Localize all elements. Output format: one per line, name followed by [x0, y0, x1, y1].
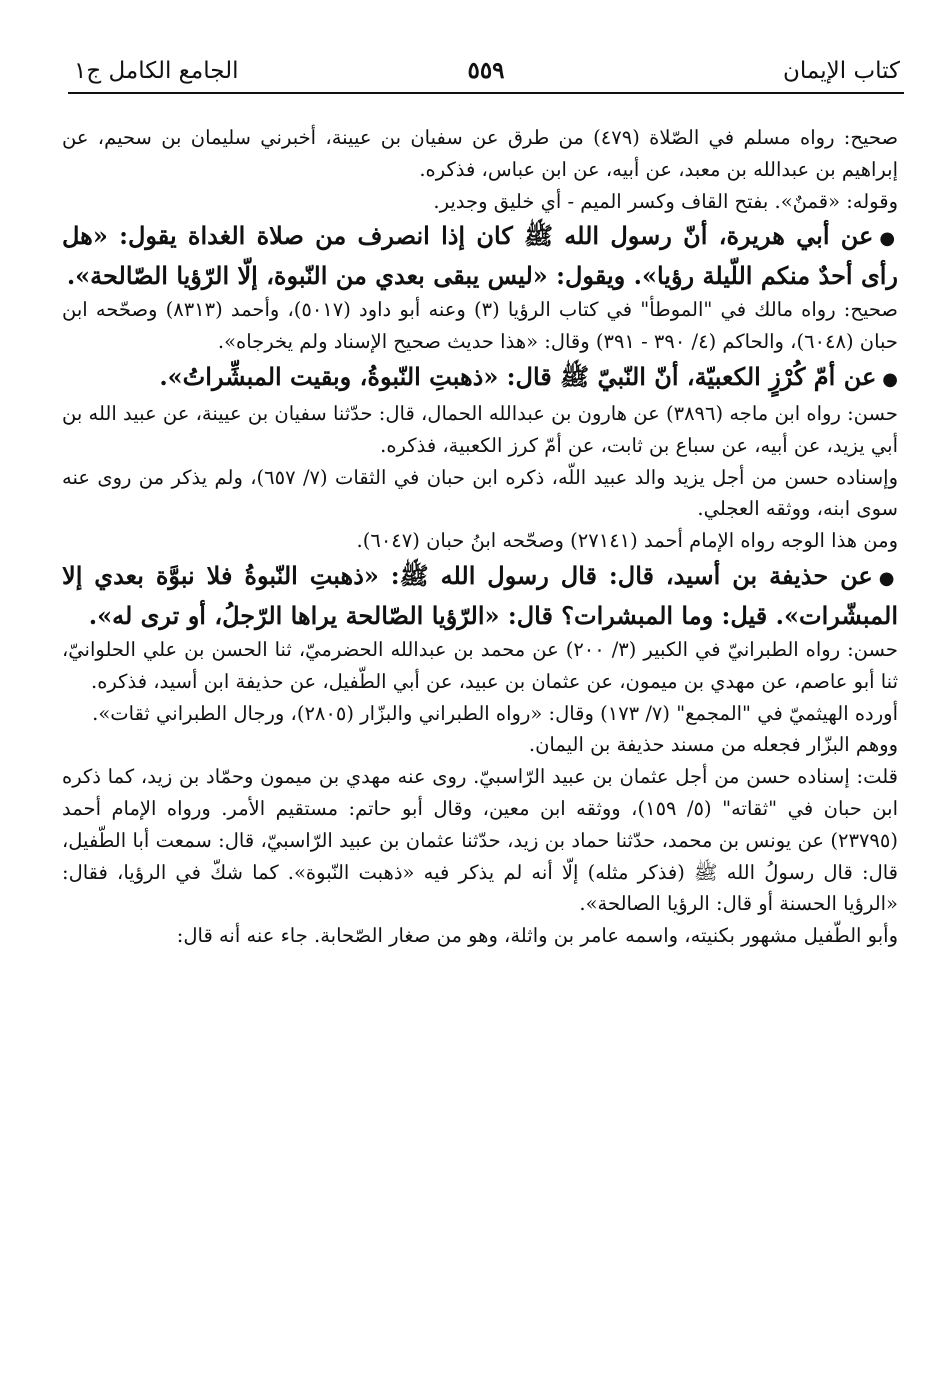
commentary-paragraph: وإسناده حسن من أجل يزيد والد عبيد اللّه، ذكره ابن حبان في الثقات (٧/ ٦٥٧)، ولم يذكر من روى عنه سوى ابنه، ووثقه العجلي. [62, 465, 899, 521]
commentary-paragraph: صحيح: رواه مالك في "الموطأ" في كتاب الرؤيا (٣) وعنه أبو داود (٥٠١٧)، وأحمد (٨٣١٣) وصحّحه ابن حبان (٦٠٤٨)، والحاكم (٤/ ٣٩٠ - ٣٩١) وقال: «هذا حديث صحيح الإسناد ولم يخرجاه». [62, 298, 898, 354]
hadith-text: عن حذيفة بن أسيد، قال: قال رسول الله ﷺ: «ذهبتِ النّبوةُ فلا نبوَّة بعدي إلا المبشّرات». قيل: وما المبشرات؟ قال: «الرّؤيا الصّالحة يراها الرّجلُ، أو ترى له». [62, 560, 898, 630]
page-body [62, 122, 898, 952]
commentary-paragraph: أورده الهيثميّ في "المجمع" (٧/ ١٧٣) وقال: «رواه الطبراني والبزّار (٢٨٠٥)، ورجال الطبراني ثقات». [92, 701, 898, 725]
commentary-paragraph: صحيح: رواه مسلم في الصّلاة (٤٧٩) من طرق عن سفيان بن عيينة، أخبرني سليمان بن سحيم، عن إبراهيم بن عبدالله بن معبد، عن أبيه، عن ابن عباس، فذكره. [62, 126, 898, 181]
commentary-paragraph: حسن: رواه الطبرانيّ في الكبير (٣/ ٢٠٠) عن محمد بن عبدالله الحضرميّ، ثنا الحسن بن علي الحلوانيّ، ثنا أبو عاصم، عن مهدي بن ميمون، عن عثمان بن عبيد، عن أبي الطّفيل، عن حذيفة ابن أسيد، فذكره. [62, 637, 898, 693]
hadith-text: عن أبي هريرة، أنّ رسول الله ﷺ كان إذا انصرف من صلاة الغداة يقول: «هل رأى أحدٌ منكم اللّيلة رؤيا». ويقول: «ليس يبقى بعدي من النّبوة، إلّا الرّؤيا الصّالحة». [62, 221, 898, 291]
running-header [68, 52, 904, 94]
bullet-icon: ● [882, 368, 898, 390]
page-number: ٥٥٩ [467, 57, 505, 84]
hadith-paragraph [62, 217, 898, 294]
bullet-icon: ● [879, 228, 899, 250]
bullet-icon: ● [878, 567, 898, 589]
collection-title: الجامع الكامل ج١ [74, 58, 239, 84]
hadith-paragraph [62, 557, 898, 634]
hadith-paragraph [62, 358, 898, 398]
hadith-text: عن أمّ كُرْزٍ الكعبيّة، أنّ النّبيّ ﷺ قال: «ذهبتِ النّبوةُ، وبقيت المبشِّراتُ». [159, 361, 877, 391]
commentary-paragraph: حسن: رواه ابن ماجه (٣٨٩٦) عن هارون بن عبدالله الحمال، قال: حدّثنا سفيان بن عيينة، عن عبيد الله بن أبي يزيد، عن أبيه، عن سباع بن ثابت، عن أمّ كرز الكعبية، فذكره. [62, 401, 898, 457]
commentary-paragraph: ومن هذا الوجه رواه الإمام أحمد (٢٧١٤١) وصحّحه ابنُ حبان (٦٠٤٧). [356, 529, 898, 553]
commentary-paragraph: قلت: إسناده حسن من أجل عثمان بن عبيد الرّاسبيّ. روى عنه مهدي بن ميمون وحمّاد بن زيد، كما ذكره ابن حبان في "ثقاته" (٥/ ١٥٩)، ووثقه ابن معين، وقال أبو حاتم: مستقيم الأمر. ورواه الإمام أحمد (٢٣٧٩٥) عن يونس بن محمد، حدّثنا حماد بن زيد، حدّثنا عثمان بن عبيد الرّاسبيّ، قال: سمعت أبا الطّفيل، قال: قال رسولُ الله ﷺ (فذكر مثله) إلّا أنه لم يذكر فيه «ذهبت النّبوة». كما شكّ في الرؤيا، فقال: «الرؤيا الحسنة أو قال: الرؤيا الصالحة». [62, 765, 898, 916]
book-title: كتاب الإيمان [783, 58, 900, 84]
commentary-paragraph: وقوله: «قمنٌ». بفتح القاف وكسر الميم - أي خليق وجدير. [433, 189, 898, 213]
commentary-paragraph: وأبو الطّفيل مشهور بكنيته، واسمه عامر بن واثلة، وهو من صغار الصّحابة. جاء عنه أنه قال: [176, 924, 898, 948]
commentary-paragraph: ووهم البزّار فجعله من مسند حذيفة بن اليمان. [528, 733, 898, 757]
